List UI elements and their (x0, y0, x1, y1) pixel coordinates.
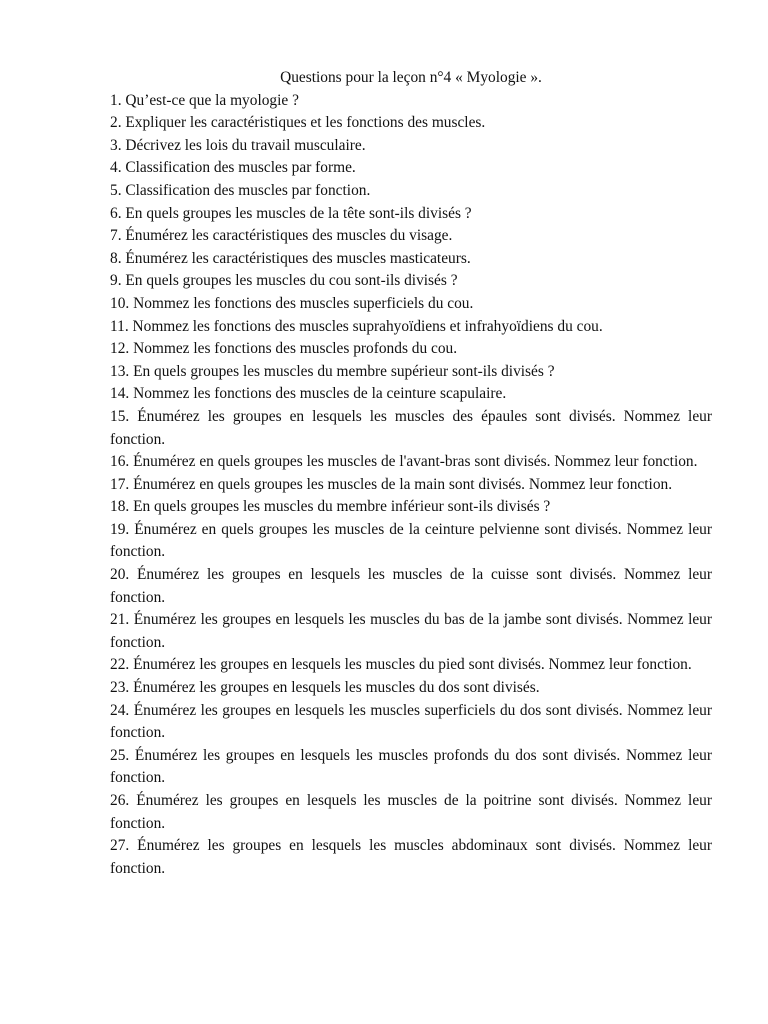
question-item: 24. Énumérez les groupes en lesquels les muscles superficiels du dos sont divisés. Nommez leur fonction. (110, 701, 712, 742)
question-item: 12. Nommez les fonctions des muscles profonds du cou. (110, 340, 458, 358)
question-item: 9. En quels groupes les muscles du cou sont-ils divisés ? (110, 272, 458, 290)
question-item: 17. Énumérez en quels groupes les muscles de la main sont divisés. Nommez leur fonction. (110, 475, 673, 493)
question-item: 10. Nommez les fonctions des muscles superficiels du cou. (110, 294, 474, 312)
question-item: 5. Classification des muscles par fonction. (110, 181, 371, 199)
question-item: 25. Énumérez les groupes en lesquels les muscles profonds du dos sont divisés. Nommez leur fonction. (110, 746, 712, 787)
question-item: 21. Énumérez les groupes en lesquels les muscles du bas de la jambe sont divisés. Nommez leur fonction. (110, 611, 712, 651)
question-item: 15. Énumérez les groupes en lesquels les muscles des épaules sont divisés. Nommez leur fonction. (110, 407, 712, 448)
question-item: 3. Décrivez les lois du travail musculaire. (110, 136, 366, 154)
document-page (110, 67, 712, 880)
question-item: 11. Nommez les fonctions des muscles suprahyoïdiens et infrahyoïdiens du cou. (110, 317, 603, 335)
question-item: 22. Énumérez les groupes en lesquels les muscles du pied sont divisés. Nommez leur fonction. (110, 656, 692, 674)
question-item: 20. Énumérez les groupes en lesquels les muscles de la cuisse sont divisés. Nommez leur fonction. (110, 566, 712, 606)
question-item: 6. En quels groupes les muscles de la tête sont-ils divisés ? (110, 204, 472, 222)
question-item: 14. Nommez les fonctions des muscles de la ceinture scapulaire. (110, 385, 507, 403)
question-item: 13. En quels groupes les muscles du membre supérieur sont-ils divisés ? (110, 362, 555, 380)
question-list (110, 90, 712, 881)
question-item: 26. Énumérez les groupes en lesquels les muscles de la poitrine sont divisés. Nommez leur fonction. (110, 792, 712, 832)
question-item: 4. Classification des muscles par forme. (110, 159, 356, 177)
question-item: 2. Expliquer les caractéristiques et les fonctions des muscles. (110, 114, 486, 132)
question-item: 23. Énumérez les groupes en lesquels les muscles du dos sont divisés. (110, 679, 540, 697)
question-item: 19. Énumérez en quels groupes les muscles de la ceinture pelvienne sont divisés. Nommez leur fonction. (110, 520, 712, 561)
question-item: 7. Énumérez les caractéristiques des muscles du visage. (110, 227, 453, 245)
question-item: 27. Énumérez les groupes en lesquels les muscles abdominaux sont divisés. Nommez leur fonction. (110, 837, 712, 877)
question-item: 8. Énumérez les caractéristiques des muscles masticateurs. (110, 249, 471, 267)
question-item: 18. En quels groupes les muscles du membre inférieur sont-ils divisés ? (110, 498, 551, 516)
document-title: Questions pour la leçon n°4 « Myologie ». (280, 69, 542, 86)
question-item: 16. Énumérez en quels groupes les muscles de l'avant-bras sont divisés. Nommez leur fonction. (110, 453, 698, 471)
question-item: 1. Qu’est-ce que la myologie ? (110, 91, 299, 109)
